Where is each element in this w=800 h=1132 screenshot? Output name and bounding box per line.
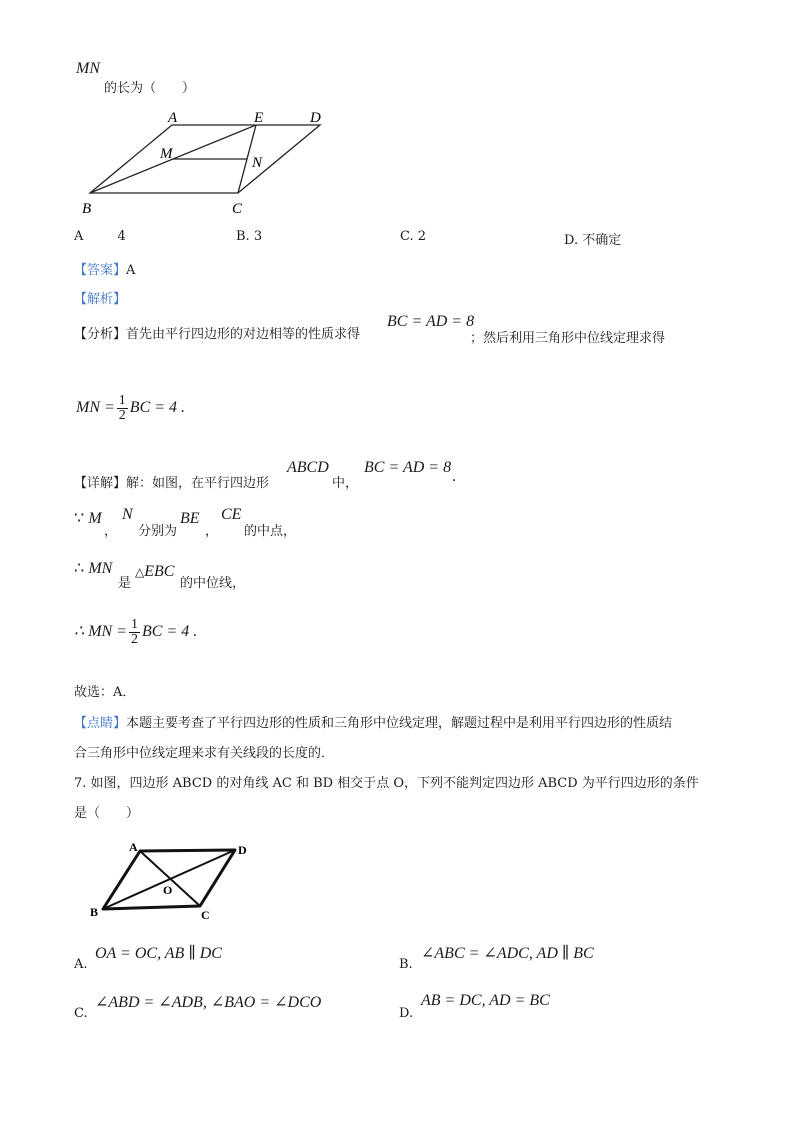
since-text1: 分别为 xyxy=(138,524,178,539)
q7-option-c-letter: C. xyxy=(74,1006,88,1021)
fenxi-formula xyxy=(76,394,185,423)
q7-label-c: C xyxy=(201,908,210,922)
answer-line xyxy=(74,259,135,278)
xiangjie-tag: 【详解】 xyxy=(74,476,127,491)
dianjing-line2: 合三角形中位线定理来求有关线段的长度的． xyxy=(74,746,335,761)
parallelogram-figure-q6 xyxy=(70,100,350,225)
fenxi-tag: 【分析】 xyxy=(74,327,127,342)
fenxi-line xyxy=(74,323,360,342)
frac-den: 2 xyxy=(118,408,126,423)
stem-math-mn: MN xyxy=(76,60,100,77)
label-b: B xyxy=(82,201,92,217)
xiangjie-line xyxy=(74,472,269,491)
therefore1-line xyxy=(74,558,112,578)
q7-label-o: O xyxy=(163,883,173,897)
since-n: N xyxy=(122,506,133,523)
q7-option-b-letter: B. xyxy=(399,957,413,972)
option-a xyxy=(74,229,126,244)
therefore1-text2: 的中位线， xyxy=(180,576,246,591)
label-d: D xyxy=(310,110,321,126)
xiangjie-text1: 解：如图，在平行四边形 xyxy=(126,476,270,491)
q7-stem-line1: 7. 如图，四边形 ABCD 的对角线 AC 和 BD 相交于点 O，下列不能判定四边形 ABCD 为平行四边形的条件 xyxy=(74,776,699,791)
therefore1-mn: MN xyxy=(88,560,113,577)
option-b xyxy=(236,229,262,244)
therefore1-symbol: ∴ xyxy=(74,560,85,577)
option-a-letter: A xyxy=(74,229,84,244)
label-c: C xyxy=(232,201,243,217)
fenxi-formula-left: MN = xyxy=(76,399,115,417)
fenxi-text1: 首先由平行四边形的对边相等的性质求得 xyxy=(126,327,361,342)
dianjing-tag: 【点睛】 xyxy=(74,716,127,731)
label-e: E xyxy=(254,110,264,126)
fenxi-formula-end: . xyxy=(181,399,186,417)
frac2-num: 1 xyxy=(130,617,138,632)
option-c-letter: C. xyxy=(400,229,414,244)
option-d-value: 不确定 xyxy=(582,233,622,248)
option-c xyxy=(400,229,426,244)
since-comma1: ， xyxy=(104,524,118,539)
since-comma2: ， xyxy=(205,524,219,539)
option-a-value: 4 xyxy=(117,229,126,244)
analysis-tag: 【解析】 xyxy=(74,292,127,307)
therefore1-ebc: EBC xyxy=(144,563,175,580)
choose-line: 故选：A． xyxy=(74,685,136,700)
label-n: N xyxy=(252,155,263,171)
therefore1-text1: 是 xyxy=(118,576,132,591)
since-ce: CE xyxy=(221,506,242,523)
since-m: M xyxy=(88,510,102,527)
answer-tag: 【答案】 xyxy=(74,263,127,278)
xiangjie-math2: BC = AD = 8 xyxy=(364,459,452,476)
q7-label-b: B xyxy=(90,905,99,919)
label-m: M xyxy=(160,146,173,162)
q7-label-d: D xyxy=(238,843,247,857)
therefore2-symbol: ∴ xyxy=(74,623,85,641)
fenxi-math1: BC = AD = 8 xyxy=(387,313,475,330)
dianjing-text1: 本题主要考查了平行四边形的性质和三角形中位线定理，解题过程中是利用平行四边形的性质结 xyxy=(126,716,673,731)
fenxi-text2: ；然后利用三角形中位线定理求得 xyxy=(470,331,666,346)
answer-value: A xyxy=(126,263,136,278)
q7-option-b-math: ∠ABC = ∠ADC, AD ∥ BC xyxy=(421,945,594,962)
therefore2-left: MN = xyxy=(88,623,127,641)
therefore2-right: BC = 4 xyxy=(141,623,190,641)
since-text2: 的中点， xyxy=(244,524,297,539)
therefore1-triangle xyxy=(135,563,174,581)
option-c-value: 2 xyxy=(417,229,427,244)
since-line xyxy=(74,508,102,528)
xiangjie-end: . xyxy=(452,468,456,485)
label-a: A xyxy=(168,110,178,126)
q7-option-d-math: AB = DC, AD = BC xyxy=(421,992,550,1009)
q7-stem-line2: 是（ ） xyxy=(74,806,140,821)
since-symbol: ∵ xyxy=(74,510,85,527)
option-d xyxy=(564,229,621,248)
parallelogram-figure-q7 xyxy=(88,834,266,924)
q7-option-a-letter: A. xyxy=(74,957,88,972)
since-be: BE xyxy=(180,510,200,527)
stem-text: 的长为（ ） xyxy=(104,81,196,96)
xiangjie-abcd: ABCD xyxy=(287,459,329,476)
option-b-letter: B. xyxy=(236,229,250,244)
q7-label-a: A xyxy=(129,840,138,854)
fraction-half xyxy=(117,394,128,423)
dianjing-line1 xyxy=(74,712,672,731)
option-d-letter: D. xyxy=(564,233,579,248)
xiangjie-text2: 中， xyxy=(332,476,359,491)
fenxi-formula-right: BC = 4 xyxy=(129,399,178,417)
therefore2-end: . xyxy=(193,623,198,641)
fraction-half-2 xyxy=(129,618,140,647)
q7-option-a-math: OA = OC, AB ∥ DC xyxy=(95,945,222,962)
frac2-den: 2 xyxy=(130,632,138,647)
triangle-symbol: △ xyxy=(135,565,145,579)
q7-option-c-math: ∠ABD = ∠ADB, ∠BAO = ∠DCO xyxy=(95,994,322,1011)
q7-option-d-letter: D. xyxy=(399,1006,414,1021)
option-b-value: 3 xyxy=(253,229,263,244)
frac-num: 1 xyxy=(118,393,126,408)
therefore2-formula xyxy=(74,618,197,647)
